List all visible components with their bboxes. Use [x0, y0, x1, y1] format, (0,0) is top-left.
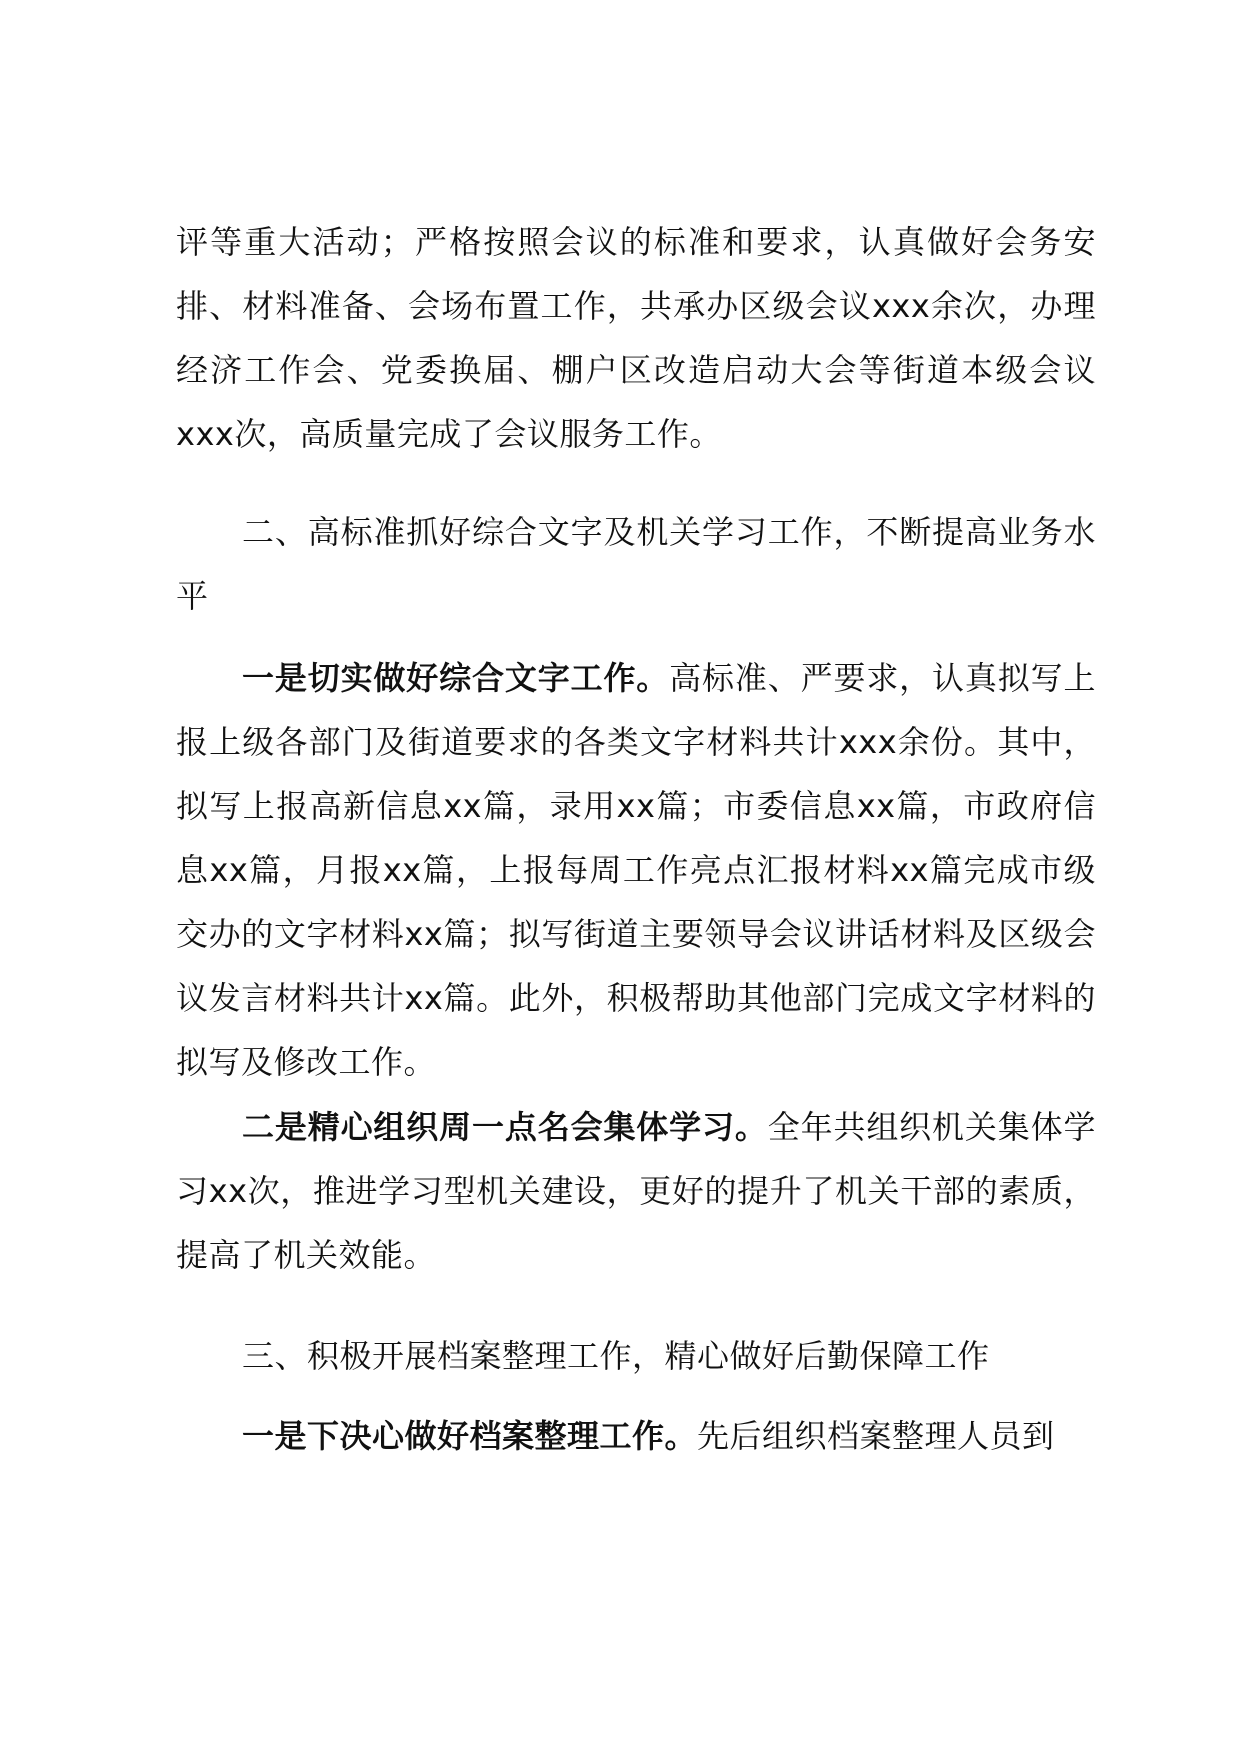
paragraph-lead: 二是精心组织周一点名会集体学习。: [242, 1108, 768, 1146]
paragraph-text: 高标准、严要求，认真拟写上报上级各部门及街道要求的各类文字材料共计xxx余份。其中，拟写上报高新信息xx篇，录用xx篇；市委信息xx篇，市政府信息xx篇，月报xx篇，上报每周工作亮点汇报材料xx篇完成市级交办的文字材料xx篇；拟写街道主要领导会议讲话材料及区级会议发言材料共计xx篇。此外，积极帮助其他部门完成文字材料的拟写及修改工作。: [176, 659, 1096, 1081]
section-heading-text: 二、高标准抓好综合文字及机关学习工作，不断提高业务水平: [176, 513, 1096, 615]
paragraph-text: 先后组织档案整理人员到: [697, 1417, 1055, 1455]
paragraph-text: 全年共组织机关集体学习xx次，推进学习型机关建设，更好的提升了机关干部的素质，提高了机关效能。: [176, 1108, 1096, 1274]
section-heading-three: [176, 1324, 1096, 1388]
section-heading-two: [176, 500, 1096, 628]
section-heading-text: 三、积极开展档案整理工作，精心做好后勤保障工作: [242, 1337, 990, 1375]
paragraph-group-study: [176, 1095, 1096, 1287]
paragraph-lead: 一是下决心做好档案整理工作。: [242, 1417, 698, 1455]
paragraph-meeting-service: [176, 210, 1096, 466]
paragraph-writing-work: [176, 646, 1096, 1094]
paragraph-text: 评等重大活动；严格按照会议的标准和要求，认真做好会务安排、材料准备、会场布置工作，共承办区级会议xxx余次，办理经济工作会、党委换届、棚户区改造启动大会等街道本级会议xxx次，高质量完成了会议服务工作。: [176, 223, 1096, 453]
paragraph-lead: 一是切实做好综合文字工作。: [242, 659, 670, 697]
paragraph-archive-work: [176, 1404, 1096, 1468]
